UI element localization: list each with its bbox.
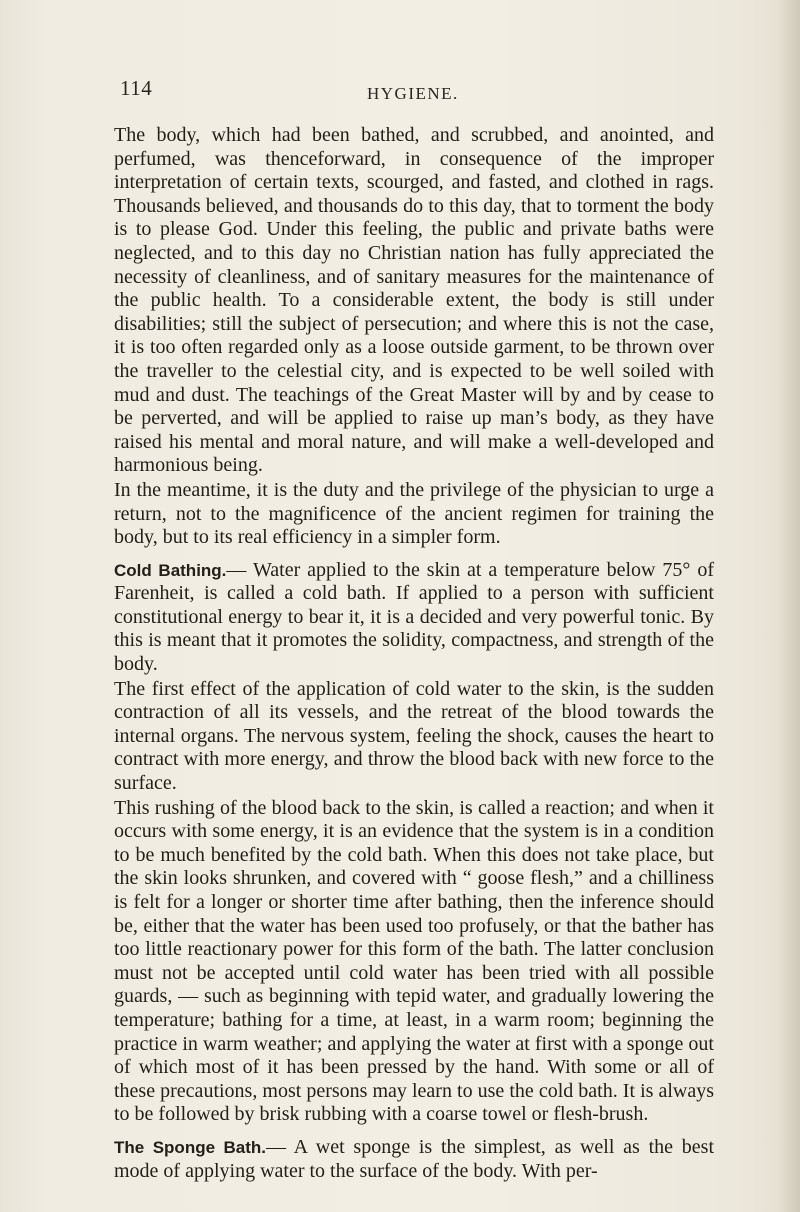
body-text xyxy=(114,124,714,1184)
paragraph-reaction: This rushing of the blood back to the skin, is called a reaction; and when it occurs with some energy, it is an evidence that the system is in a condition to be much benefited by the cold bath. When this does not take place, but the skin looks shrunken, and covered with “ goose flesh,” and a chilliness is felt for a longer or shorter time after bathing, then the inference should be, either that the water has been used too profusely, or that the bather has too little reactionary power for this form of the bath. The latter conclusion must not be accepted until cold water has been tried with all possible guards, — such as beginning with tepid water, and gradually lowering the temperature; bathing for a time, at least, in a warm room; beginning the practice in warm weather; and applying the water at first with a sponge out of which most of it has been pressed by the hand. With some or all of these precautions, most persons may learn to use the cold bath. It is always to be followed by brisk rubbing with a coarse towel or flesh-brush. xyxy=(114,796,714,1126)
paragraph-sponge-bath: The Sponge Bath.— A wet sponge is the simplest, as well as the best mode of applying water to the surface of the body. With per- xyxy=(114,1135,715,1182)
page-edge-shadow xyxy=(778,0,800,1212)
paragraph-first-effect: The first effect of the application of cold water to the skin, is the sudden contraction of all its vessels, and the retreat of the blood towards the internal organs. The nervous system, feeling the shock, causes the heart to contract with more energy, and throw the blood back with new force to the surface. xyxy=(114,677,714,795)
page-number: 114 xyxy=(120,76,153,100)
paragraph-body-history: The body, which had been bathed, and scrubbed, and anointed, and perfumed, was thenceforward, in consequence of the improper interpretation of certain texts, scourged, and fasted, and clothed in rags. Thousands believed, and thousands do to this day, that to torment the body is to please God. Under this feeling, the public and private baths were neglected, and to this day no Christian nation has fully appreciated the necessity of cleanliness, and of sanitary measures for the maintenance of the public health. To a considerable extent, the body is still under disabilities; still the subject of persecution; and where this is not the case, it is too often regarded only as a loose outside garment, to be thrown over the traveller to the celestial city, and is expected to be well soiled with mud and dust. The teachings of the Great Master will by and by cease to be perverted, and will be applied to raise up man’s body, as they have raised his mental and moral nature, and will make a well-developed and harmonious being. xyxy=(114,124,714,477)
section-heading-cold-bathing: Cold Bathing. xyxy=(114,560,227,580)
running-head: HYGIENE. xyxy=(367,84,459,103)
section-heading-sponge-bath: The Sponge Bath. xyxy=(114,1137,267,1157)
page-header xyxy=(0,76,800,106)
paragraph-cold-bathing: Cold Bathing.— Water applied to the skin at a temperature below 75° of Farenheit, is called a cold bath. If applied to a person with sufficient constitutional energy to bear it, it is a decided and very powerful tonic. By this is meant that it promotes the solidity, compactness, and strength of the body. xyxy=(114,558,715,676)
paragraph-physician-duty: In the meantime, it is the duty and the privilege of the physician to urge a return, not to the magnificence of the ancient regimen for training the body, but to its real efficiency in a simpler form. xyxy=(114,478,714,549)
